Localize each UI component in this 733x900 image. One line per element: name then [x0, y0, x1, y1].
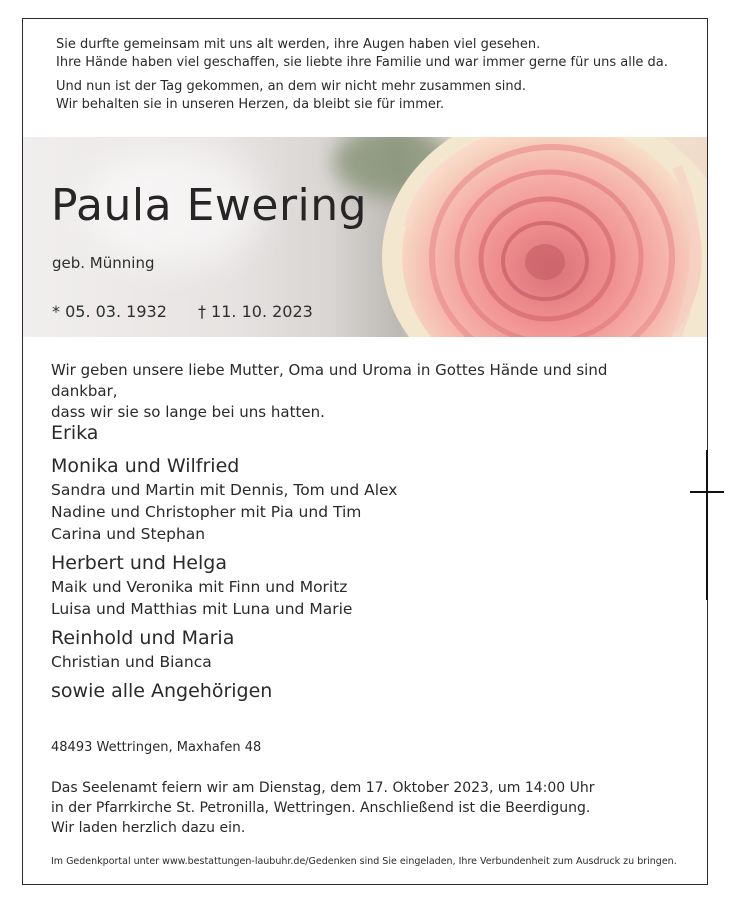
family-member: Luisa und Matthias mit Luna und Marie: [51, 600, 353, 618]
family-group-head: Monika und Wilfried: [51, 455, 240, 477]
family-member: Christian und Bianca: [51, 653, 212, 671]
address: 48493 Wettringen, Maxhafen 48: [51, 740, 262, 755]
intro-line-3: Und nun ist der Tag gekommen, an dem wir nicht mehr zusammen sind.: [56, 79, 527, 94]
family-group: [51, 453, 397, 545]
family-group: [51, 550, 397, 620]
intro-text: [56, 36, 668, 114]
footer-note: Im Gedenkportal unter www.bestattungen-laubuhr.de/Gedenken sind Sie eingeladen, Ihre Verbundenheit zum Ausdruck zu bringen.: [51, 856, 677, 867]
intro-line-2: Ihre Hände haben viel geschaffen, sie liebte ihre Familie und war immer gerne für uns alle da.: [56, 55, 668, 70]
thanks-line-1: Wir geben unsere liebe Mutter, Oma und Uroma in Gottes Hände und sind dankbar,: [51, 361, 608, 400]
rose-image: [367, 137, 707, 337]
service-line-2: in der Pfarrkirche St. Petronilla, Wettringen. Anschließend ist die Beerdigung.: [51, 800, 591, 816]
deceased-name: Paula Ewering: [51, 180, 368, 231]
birth-name: geb. Münning: [52, 254, 155, 272]
family-member: Nadine und Christopher mit Pia und Tim: [51, 503, 362, 521]
family-list: [51, 420, 397, 704]
family-member: Carina und Stephan: [51, 525, 206, 543]
thanks-line-2: dass wir sie so lange bei uns hatten.: [51, 403, 325, 421]
intro-line-4: Wir behalten sie in unseren Herzen, da bleibt sie für immer.: [56, 97, 445, 112]
birth-date: * 05. 03. 1932: [52, 302, 167, 321]
family-group-head: Herbert und Helga: [51, 552, 227, 574]
family-member: Sandra und Martin mit Dennis, Tom und Alex: [51, 481, 398, 499]
death-date: † 11. 10. 2023: [197, 302, 313, 321]
family-first: Erika: [51, 422, 99, 444]
family-group-head: Reinhold und Maria: [51, 627, 235, 649]
life-dates: [52, 302, 313, 321]
service-info: [51, 778, 595, 838]
family-group: [51, 625, 397, 673]
intro-line-1: Sie durfte gemeinsam mit uns alt werden, ihre Augen haben viel gesehen.: [56, 37, 541, 52]
family-member: Maik und Veronika mit Finn und Moritz: [51, 578, 348, 596]
family-closing: sowie alle Angehörigen: [51, 680, 273, 702]
thanks-text: [51, 360, 651, 423]
cross-icon: [690, 450, 724, 600]
service-line-3: Wir laden herzlich dazu ein.: [51, 820, 246, 836]
service-line-1: Das Seelenamt feiern wir am Dienstag, dem 17. Oktober 2023, um 14:00 Uhr: [51, 780, 595, 796]
